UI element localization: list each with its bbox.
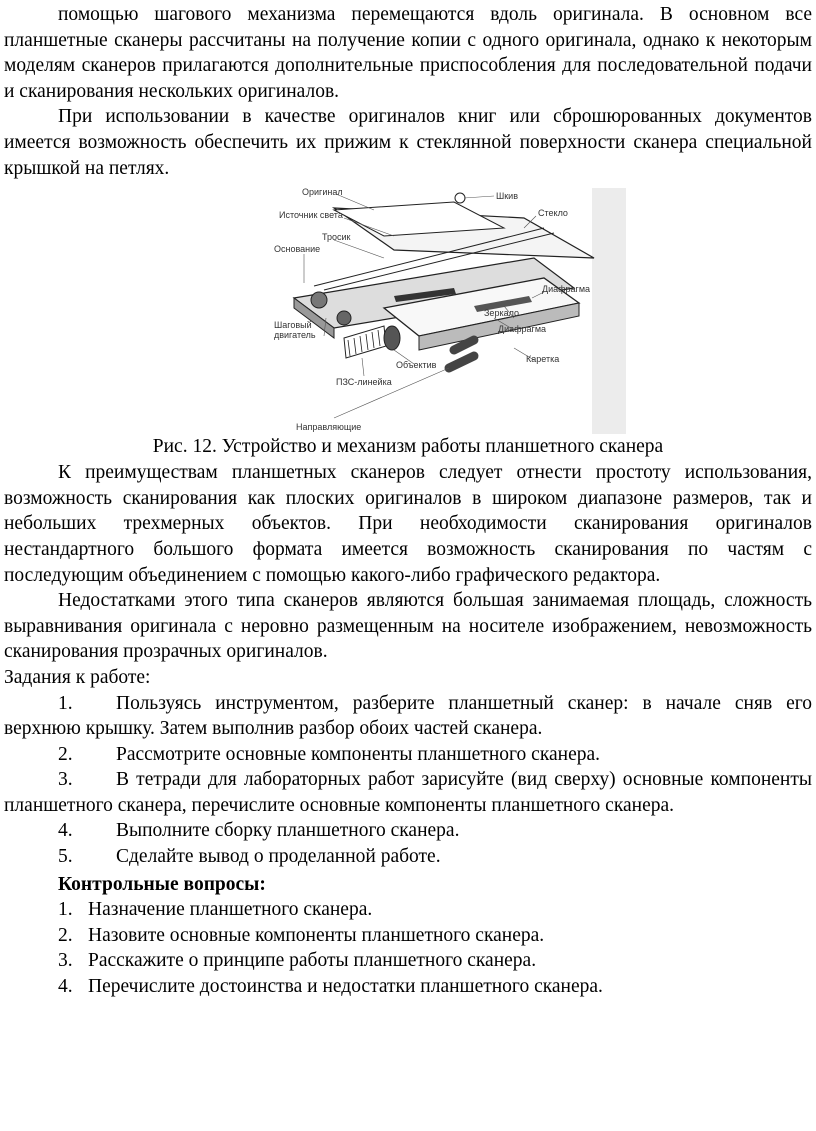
guide-rod-2 [449, 356, 474, 368]
task-item [4, 818, 812, 844]
task-text: В тетради для лабораторных работ зарисуйте (вид сверху) основные компоненты планшетного сканера, перечислите основные компоненты планшетного сканера. [4, 769, 812, 816]
label-stepper-motor-1: Шаговый [274, 320, 312, 331]
question-item [4, 948, 812, 974]
paragraph-book-originals: При использовании в качестве оригиналов книг или сброшюрованных документов имеется возможность обеспечить их прижим к стеклянной поверхности сканера специальной крышкой на петлях. [4, 106, 812, 179]
task-number: 4. [58, 820, 73, 842]
question-number: 2. [58, 924, 73, 946]
label-mirror: Зеркало [484, 308, 519, 319]
figure-caption: Рис. 12. Устройство и механизм работы планшетного сканера [152, 436, 664, 458]
label-glass: Стекло [538, 208, 568, 219]
question-number: 4. [58, 976, 73, 998]
label-ccd: ПЗС-линейка [336, 377, 392, 388]
label-pulley: Шкив [496, 191, 518, 202]
question-item [4, 897, 812, 923]
task-item [4, 742, 812, 768]
question-item [4, 923, 812, 949]
task-number: 2. [58, 743, 73, 765]
paragraph-disadvantages: Недостатками этого типа сканеров являются большая занимаемая площадь, сложность выравнивания оригинала с неровно размещенным на носителе изображением, невозможность сканирования прозрачных оригиналов. [4, 590, 812, 663]
scan-edge-shadow [592, 188, 626, 434]
task-text: Рассмотрите основные компоненты планшетного сканера. [116, 743, 601, 765]
label-guides: Направляющие [296, 422, 362, 433]
label-stepper-motor-2: двигатель [274, 330, 316, 341]
motor-pulley [337, 311, 351, 325]
task-list [4, 691, 812, 870]
label-lens: Объектив [396, 360, 437, 371]
task-item [4, 691, 812, 742]
paragraph-advantages: К преимуществам планшетных сканеров следует отнести простоту использования, возможность сканирования как плоских оригиналов в широком диапазоне размеров, так и небольших трехмерных объектов. При необходимости сканирования оригиналов нестандартного большого формата имеется возможность сканирования по частям с последующим объединением с помощью какого-либо графического редактора. [4, 462, 812, 586]
task-text: Сделайте вывод о проделанной работе. [116, 846, 441, 868]
task-number: 5. [58, 846, 73, 868]
task-item [4, 844, 812, 870]
question-text: Расскажите о принципе работы планшетного сканера. [88, 950, 537, 972]
tasks-heading: Задания к работе: [4, 666, 151, 688]
question-item [4, 974, 812, 1000]
question-text: Перечислите достоинства и недостатки планшетного сканера. [88, 976, 603, 998]
question-text: Назовите основные компоненты планшетного сканера. [88, 924, 545, 946]
stepper-motor [311, 292, 327, 308]
question-number: 1. [58, 899, 73, 921]
label-original: Оригинал [302, 188, 343, 198]
task-text: Выполните сборку планшетного сканера. [116, 820, 460, 842]
label-carriage: Каретка [526, 354, 560, 365]
questions-heading: Контрольные вопросы: [58, 873, 266, 895]
task-number: 3. [58, 769, 73, 791]
lens [384, 326, 400, 350]
scanner-diagram [274, 188, 626, 434]
label-base: Основание [274, 244, 321, 255]
task-text: Пользуясь инструментом, разберите планшетный сканер: в начале сняв его верхнюю крышку. Затем выполнив разбор обоих частей сканера. [4, 692, 812, 740]
question-list [4, 897, 812, 999]
question-text: Назначение планшетного сканера. [88, 899, 373, 921]
label-light-source: Источник света [279, 210, 343, 221]
paragraph-scanner-mechanism: помощью шагового механизма перемещаются вдоль оригинала. В основном все планшетные сканеры рассчитаны на получение копии с одного оригинала, однако к некоторым моделям сканеров прилагаются дополнительные приспособления для последовательной подачи и сканирования нескольких оригиналов. [4, 4, 812, 102]
task-number: 1. [58, 692, 73, 714]
question-number: 3. [58, 950, 73, 972]
label-cable: Тросик [322, 232, 351, 243]
pulley [455, 193, 465, 203]
label-diaphragm-2: Диафрагма [498, 324, 547, 335]
label-diaphragm-1: Диафрагма [542, 284, 591, 295]
scanner-diagram-drawing [274, 188, 626, 434]
task-item [4, 767, 812, 818]
